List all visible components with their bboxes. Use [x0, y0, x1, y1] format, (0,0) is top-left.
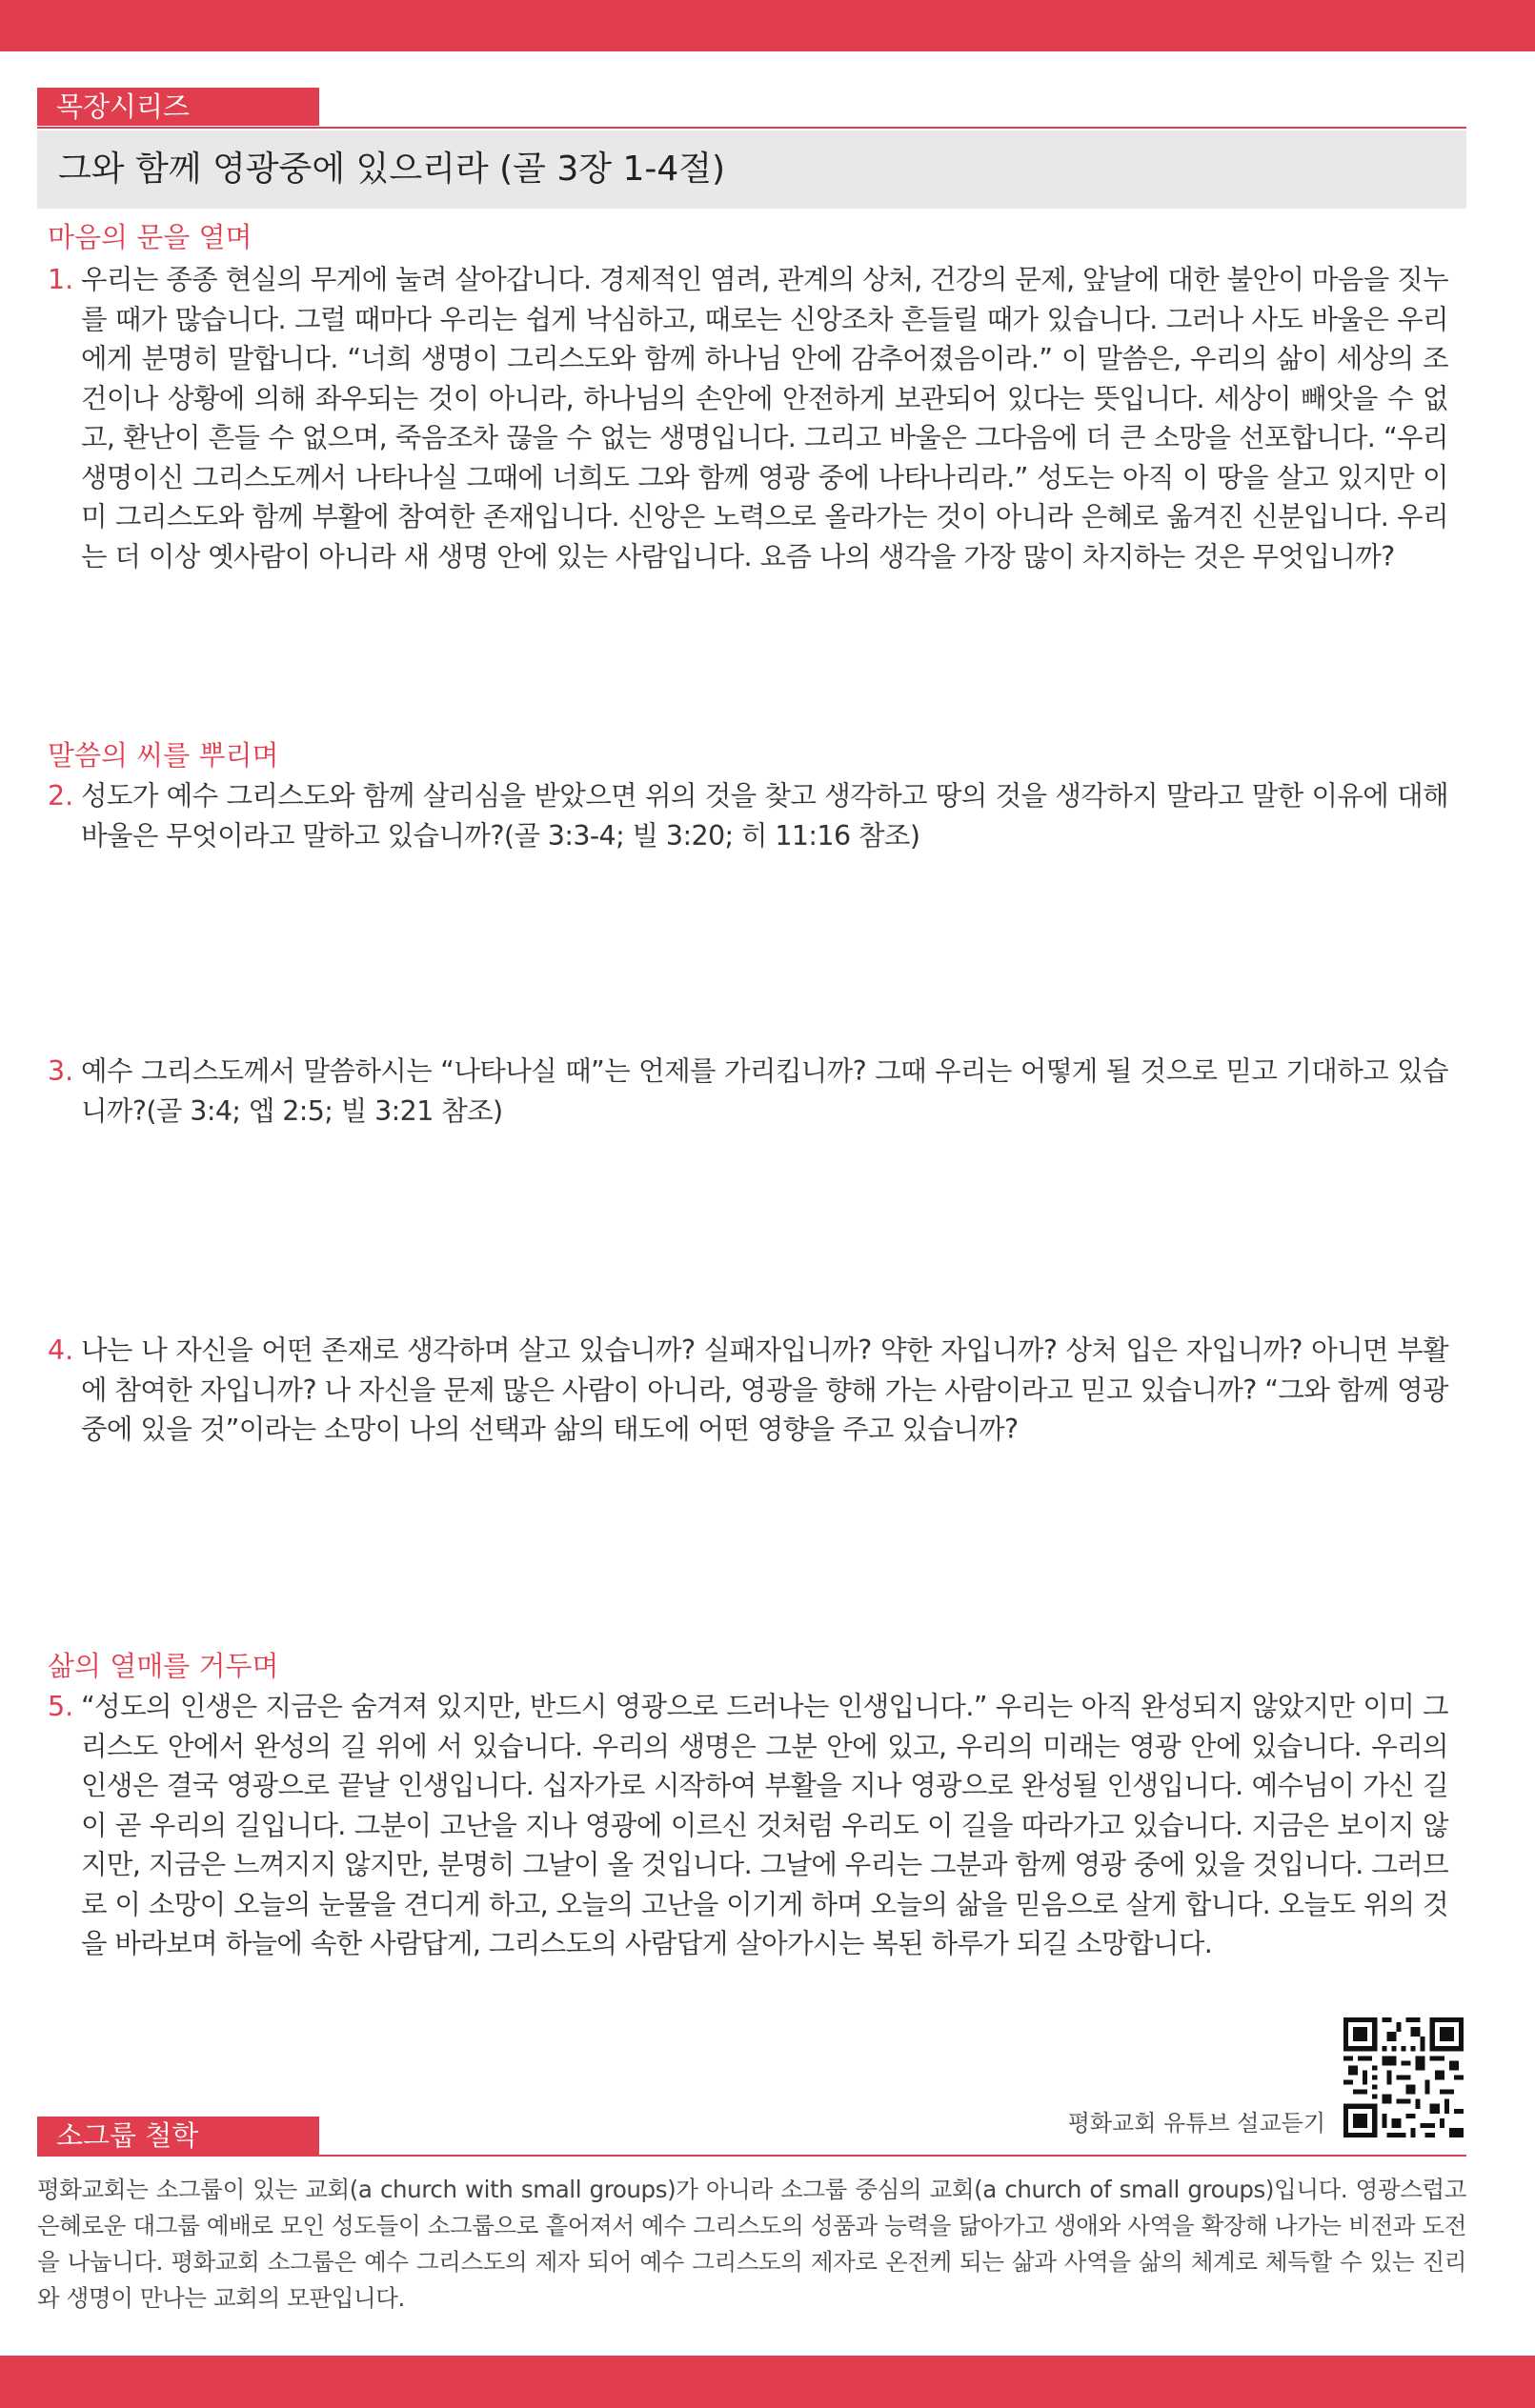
series-label: 목장시리즈: [37, 88, 319, 126]
question-number: 3.: [48, 1055, 74, 1087]
question-text: 나는 나 자신을 어떤 존재로 생각하며 살고 있습니까? 실패자입니까? 약한 자입니까? 상처 입은 자입니까? 아니면 부활에 참여한 자입니까? 나 자신을 문제 많은 사람이 아니라, 영광을 향해 가는 사람이라고 믿고 있습니까? “그와 함께 영광 중에 있을 것”이라는 소망이 나의 선택과 삶의 태도에 어떤 영향을 주고 있습니까?: [81, 1334, 1448, 1445]
question-text: 우리는 종종 현실의 무게에 눌려 살아갑니다. 경제적인 염려, 관계의 상처, 건강의 문제, 앞날에 대한 불안이 마음을 짓누를 때가 많습니다. 그럴 때마다 우리는 쉽게 낙심하고, 때로는 신앙조차 흔들릴 때가 있습니다. 그러나 사도 바울은 우리에게 분명히 말합니다. “너희 생명이 그리스도와 함께 하나님 안에 감추어졌음이라.” 이 말씀은, 우리의 삶이 세상의 조건이나 상황에 의해 좌우되는 것이 아니라, 하나님의 손안에 안전하게 보관되어 있다는 뜻입니다. 세상이 빼앗을 수 없고, 환난이 흔들 수 없으며, 죽음조차 끊을 수 없는 생명입니다. 그리고 바울은 그다음에 더 큰 소망을 선포합니다. “우리 생명이신 그리스도께서 나타나실 그때에 너희도 그와 함께 영광 중에 나타나리라.” 성도는 아직 이 땅을 살고 있지만 이미 그리스도와 함께 부활에 참여한 존재입니다. 신앙은 노력으로 올라가는 것이 아니라 은혜로 옮겨진 신분입니다. 우리는 더 이상 옛사람이 아니라 새 생명 안에 있는 사람입니다. 요즘 나의 생각을 가장 많이 차지하는 것은 무엇입니까?: [81, 264, 1448, 572]
top-accent-bar: [0, 0, 1535, 51]
question-5: [48, 1687, 1448, 1964]
page-title: 그와 함께 영광중에 있으리라 (골 3장 1-4절): [37, 130, 1466, 209]
question-text: 성도가 예수 그리스도와 함께 살리심을 받았으면 위의 것을 찾고 생각하고 땅의 것을 생각하지 말라고 말한 이유에 대해 바울은 무엇이라고 말하고 있습니까?(골 3:3-4; 빌 3:20; 히 11:16 참조): [81, 780, 1448, 852]
section-word-seed: 말씀의 씨를 뿌리며: [48, 739, 279, 772]
question-number: 2.: [48, 780, 74, 812]
qr-caption: 평화교회 유튜브 설교듣기: [1067, 2110, 1325, 2137]
question-3: [48, 1052, 1448, 1131]
philosophy-label: 소그룹 철학: [37, 2117, 319, 2155]
series-divider: [37, 127, 1466, 129]
question-number: 4.: [48, 1334, 74, 1366]
question-2: [48, 776, 1448, 855]
philosophy-divider: [37, 2155, 1466, 2157]
section-open-heart: 마음의 문을 열며: [48, 221, 252, 253]
question-text: 예수 그리스도께서 말씀하시는 “나타나실 때”는 언제를 가리킵니까? 그때 우리는 어떻게 될 것으로 믿고 기대하고 있습니까?(골 3:4; 엡 2:5; 빌 3:21 참조): [81, 1055, 1448, 1127]
question-number: 1.: [48, 264, 74, 295]
question-1: [48, 260, 1448, 576]
bottom-accent-bar: [0, 2356, 1535, 2408]
question-number: 5.: [48, 1691, 74, 1722]
philosophy-text: 평화교회는 소그룹이 있는 교회(a church with small groups)가 아니라 소그룹 중심의 교회(a church of small groups)입니다. 영광스럽고 은혜로운 대그룹 예배로 모인 성도들이 소그룹으로 흩어져서 예수 그리스도의 성품과 능력을 닮아가고 생애와 사역을 확장해 나가는 비전과 도전을 나눕니다. 평화교회 소그룹은 예수 그리스도의 제자 되어 예수 그리스도의 제자로 온전케 되는 삶과 사역을 삶의 체계로 체득할 수 있는 진리와 생명이 만나는 교회의 모판입니다.: [37, 2176, 1466, 2312]
question-4: [48, 1331, 1448, 1450]
question-text: “성도의 인생은 지금은 숨겨져 있지만, 반드시 영광으로 드러나는 인생입니다.” 우리는 아직 완성되지 않았지만 이미 그리스도 안에서 완성의 길 위에 서 있습니다. 우리의 생명은 그분 안에 있고, 우리의 미래는 영광 안에 있습니다. 우리의 인생은 결국 영광으로 끝날 인생입니다. 십자가로 시작하여 부활을 지나 영광으로 완성될 인생입니다. 예수님이 가신 길이 곧 우리의 길입니다. 그분이 고난을 지나 영광에 이르신 것처럼 우리도 이 길을 따라가고 있습니다. 지금은 보이지 않지만, 지금은 느껴지지 않지만, 분명히 그날이 올 것입니다. 그날에 우리는 그분과 함께 영광 중에 있을 것입니다. 그러므로 이 소망이 오늘의 눈물을 견디게 하고, 오늘의 고난을 이기게 하며 오늘의 삶을 믿음으로 살게 합니다. 오늘도 위의 것을 바라보며 하늘에 속한 사람답게, 그리스도의 사람답게 살아가시는 복된 하루가 되길 소망합니다.: [81, 1691, 1448, 1959]
qr-code[interactable]: [1343, 2017, 1464, 2137]
section-harvest: 삶의 열매를 거두며: [48, 1650, 279, 1682]
